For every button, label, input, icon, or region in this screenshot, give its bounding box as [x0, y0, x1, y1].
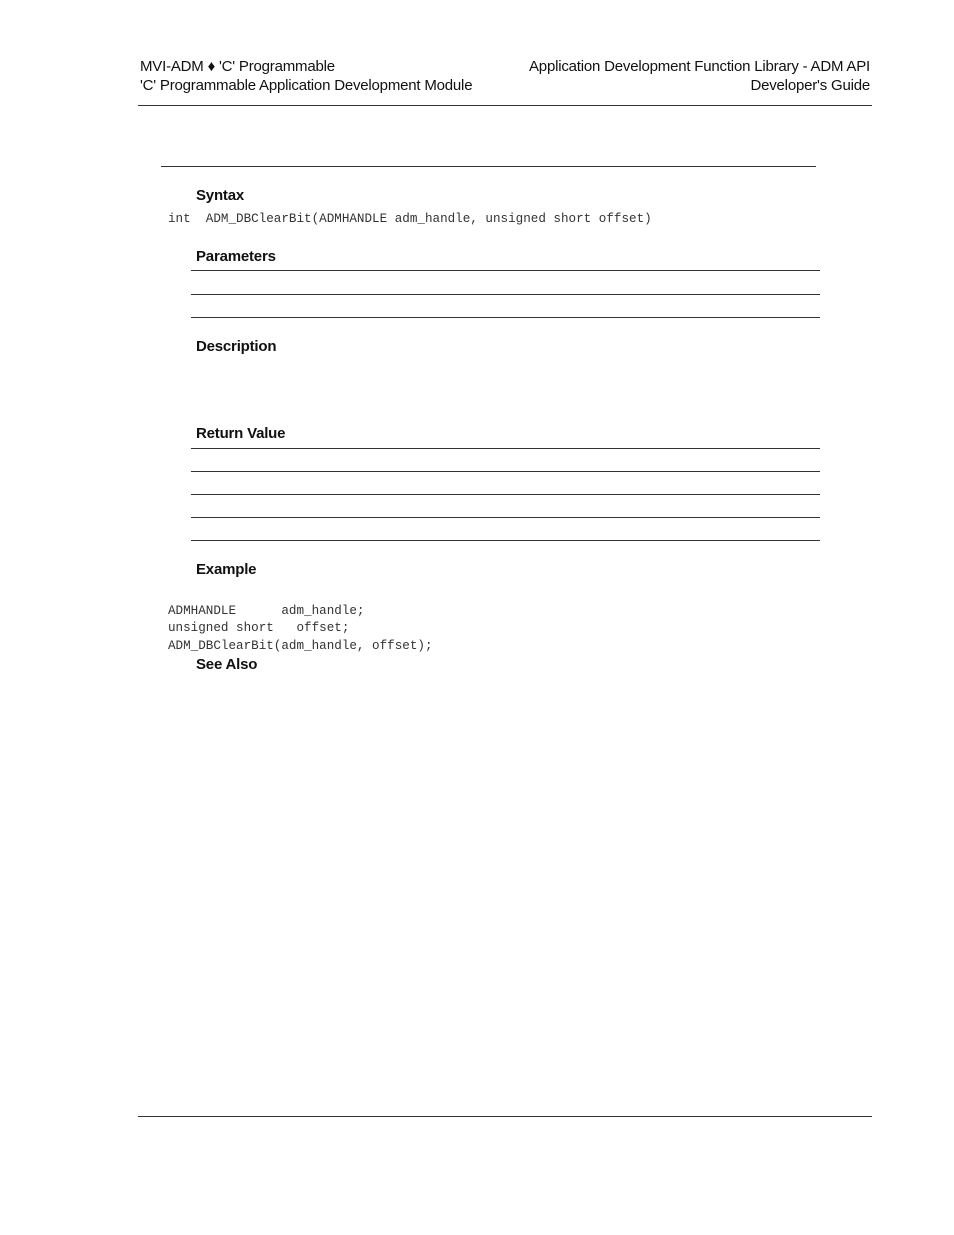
chapter-title: Application Development Function Library - ADM API [529, 58, 870, 75]
page-header-right [529, 57, 870, 95]
parameters-heading: Parameters [196, 248, 276, 265]
example-code-line: ADMHANDLE adm_handle; [168, 603, 365, 618]
return-value-heading: Return Value [196, 425, 286, 442]
module-name: 'C' Programmable Application Development Module [140, 77, 473, 94]
return-value-table-rule [191, 494, 820, 495]
syntax-heading: Syntax [196, 187, 244, 204]
syntax-code: int ADM_DBClearBit(ADMHANDLE adm_handle, unsigned short offset) [168, 212, 652, 226]
guide-title: Developer's Guide [750, 77, 870, 94]
example-code-line: ADM_DBClearBit(adm_handle, offset); [168, 638, 433, 653]
footer-divider [138, 1116, 872, 1117]
product-name: MVI-ADM ♦ 'C' Programmable [140, 58, 335, 75]
parameters-table-rule [191, 294, 820, 295]
return-value-table-rule [191, 448, 820, 449]
return-value-table-rule [191, 471, 820, 472]
header-divider [138, 105, 872, 106]
see-also-heading: See Also [196, 656, 258, 673]
return-value-table-rule [191, 517, 820, 518]
parameters-table-rule [191, 270, 820, 271]
page-header-left [140, 57, 472, 95]
example-code [168, 585, 433, 655]
function-title-rule [161, 166, 816, 167]
example-heading: Example [196, 561, 257, 578]
example-code-line: unsigned short offset; [168, 621, 350, 635]
parameters-table-rule [191, 317, 820, 318]
return-value-table-rule [191, 540, 820, 541]
description-heading: Description [196, 338, 277, 355]
